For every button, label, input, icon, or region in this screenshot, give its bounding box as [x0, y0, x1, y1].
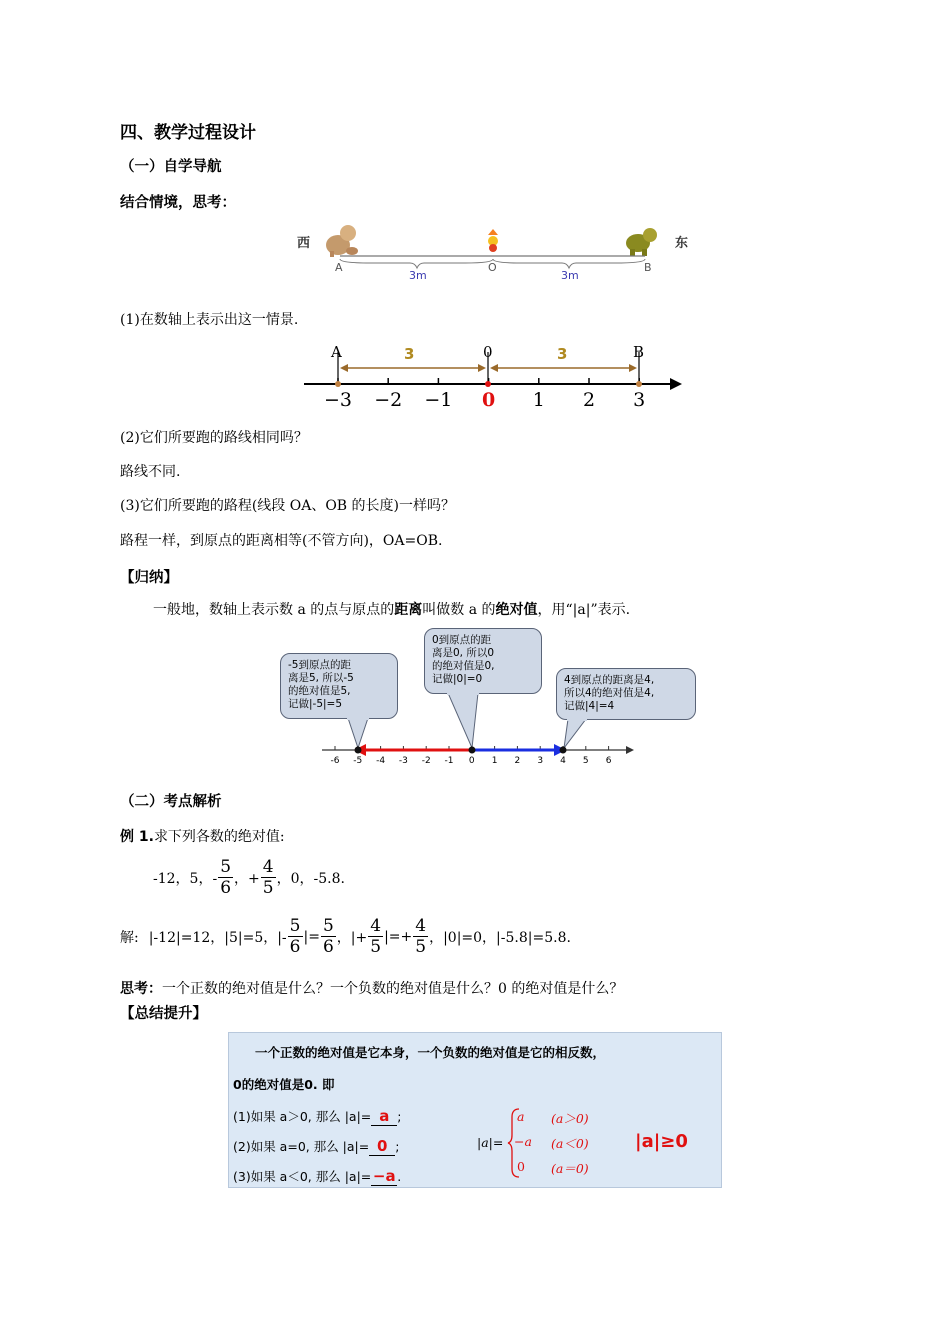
question-2: (2)它们所要跑的路线相同吗？ — [120, 430, 308, 446]
subsection-analysis: （二）考点解析 — [120, 794, 222, 810]
bubble-four: 4到原点的距离是4, 所以4的绝对值是4, 记做|4|=4 — [556, 668, 696, 720]
dog-icon — [326, 225, 358, 257]
summary-title: 【总结提升】 — [120, 1006, 207, 1022]
example-1: 例 1.求下列各数的绝对值: — [120, 829, 285, 845]
axis1-tick-label: 2 — [582, 389, 596, 411]
scene-point-a: A — [335, 261, 343, 274]
axis2-tick-label: -2 — [421, 756, 431, 766]
number-line-1 — [300, 340, 690, 412]
axis2-tick-label: -5 — [353, 756, 363, 766]
bubble-neg5: -5到原点的距 离是5, 所以-5 的绝对值是5, 记做|-5|=5 — [280, 653, 398, 719]
section-title: 四、教学过程设计 — [120, 123, 256, 143]
axis1-tick-label: 0 — [481, 389, 496, 411]
axis1-tick-label: 3 — [633, 389, 646, 411]
axis1-seg-left: 3 — [404, 345, 415, 363]
axis1-tick-label: −1 — [424, 389, 453, 411]
piecewise-cond-3: (a＝0) — [551, 1161, 589, 1176]
subsection-self-study: （一）自学导航 — [120, 159, 222, 175]
question-3: (3)它们所要跑的路程(线段 OA、OB 的长度)一样吗？ — [120, 498, 456, 514]
axis1-label-a: A — [331, 343, 342, 361]
scene-east-label: 东 — [675, 236, 689, 251]
axis2-tick-label: 4 — [560, 756, 566, 766]
piecewise-lhs: |a|= — [477, 1135, 504, 1150]
axis2-tick-label: 1 — [491, 756, 498, 766]
summary-rule-1: (1)如果 a＞0, 那么 |a|= a ; — [233, 1107, 402, 1125]
axis2-tick-label: -4 — [376, 756, 386, 766]
axis2-tick-label: -6 — [330, 756, 340, 766]
scene-point-b: B — [644, 261, 652, 274]
piecewise-cond-2: (a＜0) — [551, 1136, 589, 1151]
induce-title: 【归纳】 — [120, 570, 178, 586]
piecewise-cond-1: (a＞0) — [551, 1111, 589, 1126]
axis2-tick-label: 5 — [582, 756, 589, 766]
summary-rule-3: (3)如果 a＜0, 那么 |a|= −a . — [233, 1167, 402, 1185]
answer-3: 路程一样，到原点的距离相等(不管方向)，OA=OB. — [120, 533, 443, 549]
axis1-tick-label: −2 — [374, 389, 403, 411]
summary-rule-2: (2)如果 a=0, 那么 |a|= 0 ; — [233, 1137, 400, 1155]
number-line-2 — [318, 690, 638, 770]
induce-paragraph: 一般地，数轴上表示数 a 的点与原点的距离叫做数 a 的绝对值，用“|a|”表示. — [153, 602, 631, 618]
axis2-tick-label: -3 — [398, 756, 408, 766]
answer-2: 路线不同. — [120, 464, 181, 480]
example-numbers: -12，5，- $\frac{5}{6}$ ，+ $\frac{4}{5}$ ，0，-5.8. — [153, 857, 345, 898]
axis2-tick-label: 3 — [537, 756, 544, 766]
axis1-tick-label: 1 — [532, 389, 545, 411]
axis2-tick-label: 0 — [468, 756, 475, 766]
solution-line: 解: |-12|=12，|5|=5，|- $\frac{5}{6}$ |= $\frac{5}{6}$ ，|+ $\frac{4}{5}$ |=+ $\frac{4}{5}$ ，|0|=0，|-5.8|=5.8. — [120, 916, 571, 957]
scene-illustration — [290, 215, 700, 285]
scene-west-label: 西 — [297, 236, 311, 251]
nonnegative-label: |a|≥0 — [635, 1131, 688, 1152]
think-line: 思考：一个正数的绝对值是什么？一个负数的绝对值是什么？0 的绝对值是什么？ — [120, 981, 624, 997]
chick-icon — [488, 229, 498, 252]
axis1-seg-right: 3 — [557, 345, 568, 363]
scene-point-o: O — [488, 261, 497, 274]
axis2-tick-label: 6 — [605, 756, 612, 766]
piecewise-case-2: −a — [514, 1134, 532, 1149]
scene-dist-left: 3m — [409, 269, 427, 282]
piecewise-case-3: 0 — [517, 1159, 525, 1174]
question-1: (1)在数轴上表示出这一情景. — [120, 312, 299, 328]
axis2-tick-label: 2 — [514, 756, 521, 766]
axis1-label-b: B — [633, 343, 645, 361]
summary-line-2: 0的绝对值是0. 即 — [233, 1077, 335, 1092]
prompt-text: 结合情境，思考： — [120, 195, 236, 211]
axis1-label-o: 0 — [483, 343, 493, 361]
summary-line-1: 一个正数的绝对值是它本身，一个负数的绝对值是它的相反数， — [255, 1045, 606, 1060]
scene-dist-right: 3m — [561, 269, 579, 282]
bubble-zero: 0到原点的距 离是0, 所以0 的绝对值是0, 记做|0|=0 — [424, 628, 542, 694]
summary-box — [228, 1032, 722, 1188]
piecewise-case-1: a — [517, 1109, 525, 1124]
axis2-tick-label: -1 — [444, 756, 454, 766]
turtle-icon — [626, 228, 657, 256]
axis1-tick-label: −3 — [323, 389, 353, 411]
